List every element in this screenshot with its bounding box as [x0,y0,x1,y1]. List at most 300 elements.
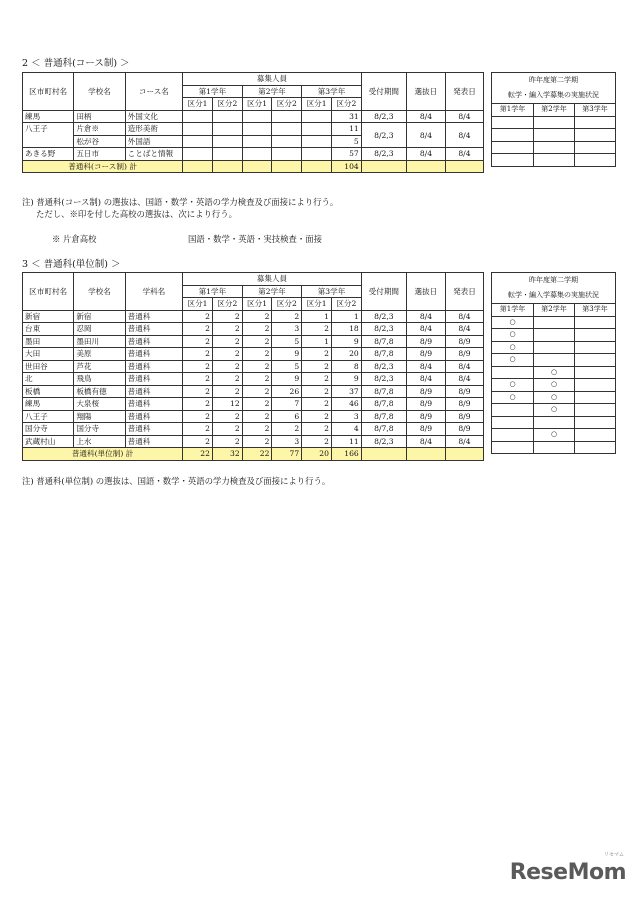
cell-value: 26 [272,385,302,398]
cell-announce: 8/4 [445,110,483,123]
cell-course: 普通科 [125,385,182,398]
cell-value: 2 [272,423,302,436]
cell-value: 2 [183,410,213,423]
history-mark [534,341,575,354]
cell-area: 板橋 [23,385,74,398]
cell-value: 2 [183,385,213,398]
resemom-logo: ReseMom [509,860,626,885]
cell-value: 4 [331,423,361,436]
cell-period: 8/7,8 [361,398,406,411]
history-row [492,366,616,379]
history-mark [575,379,616,392]
cell-value: 2 [183,310,213,323]
cell-area: 新宿 [23,310,74,323]
cell-value [183,123,213,136]
table-row [23,373,484,386]
cell-value: 6 [272,410,302,423]
header-cat2: 区分2 [331,98,361,111]
cell-period: 8/2,3 [361,310,406,323]
history-mark [575,416,616,429]
cell-value: 2 [212,423,242,436]
history-mark: ○ [534,366,575,379]
note-2-line1: 注) 普通科(コース制) の選抜は、国語・数学・英語の学力検査及び面接により行う。 [22,197,339,207]
header-cat1: 区分1 [302,98,332,111]
header-select: 選抜日 [406,273,445,311]
cell-value: 2 [183,435,213,448]
header-cat2: 区分2 [212,298,242,311]
cell-value [212,123,242,136]
history-mark: ○ [534,391,575,404]
cell-school: 国分寺 [74,423,125,436]
cell-value: 5 [272,360,302,373]
cell-course: 普通科 [125,323,182,336]
history-mark [575,441,616,454]
cell-value: 2 [212,410,242,423]
cell-value [242,110,272,123]
history-row [492,429,616,442]
cell-area: 八王子 [23,123,74,148]
cell-area: 国分寺 [23,423,74,436]
cell-value: 2 [183,423,213,436]
cell-period: 8/7,8 [361,423,406,436]
history-mark [575,329,616,342]
table-row [23,148,484,161]
cell-select: 8/9 [406,385,445,398]
table-row [23,110,484,123]
cell-school: 大泉桜 [74,398,125,411]
cell-select: 8/4 [406,123,445,148]
cell-value: 2 [302,323,332,336]
cell-school: 忍岡 [74,323,125,336]
cell-value: 2 [212,348,242,361]
cell-value: 2 [242,410,272,423]
history-grade1: 第1学年 [492,304,534,317]
table-row [23,423,484,436]
cell-value: 2 [183,348,213,361]
cell-value: 2 [242,335,272,348]
cell-select: 8/9 [406,410,445,423]
header-area: 区市町村名 [23,273,74,311]
history-row [492,341,616,354]
cell-course: 普通科 [125,398,182,411]
history-mark [575,366,616,379]
header-area: 区市町村名 [23,73,74,111]
table-row [23,348,484,361]
header-course: 学科名 [125,273,182,311]
cell-value: 2 [212,435,242,448]
history-mark [575,316,616,329]
cell-select: 8/4 [406,323,445,336]
header-cat2: 区分2 [272,298,302,311]
cell-value [272,123,302,136]
history-mark [534,441,575,454]
cell-value: 2 [212,373,242,386]
cell-area: 墨田 [23,335,74,348]
total-value: 104 [331,160,361,173]
cell-value: 5 [331,135,361,148]
cell-value: 1 [331,310,361,323]
history-mark: ○ [492,316,534,329]
history-row [492,391,616,404]
cell-value: 46 [331,398,361,411]
cell-value: 2 [212,323,242,336]
cell-area: 北 [23,373,74,386]
header-course: コース名 [125,73,182,111]
history-row [492,329,616,342]
cell-value: 2 [212,385,242,398]
history-mark [575,404,616,417]
cell-value: 20 [331,348,361,361]
cell-course: 普通科 [125,373,182,386]
history-row [492,416,616,429]
history-mark [492,416,534,429]
header-announce: 発表日 [445,73,483,111]
cell-value: 12 [212,398,242,411]
cell-value: 3 [331,410,361,423]
header-recruit: 募集人員 [183,273,362,286]
table-row [23,435,484,448]
cell-announce: 8/4 [445,360,483,373]
history-mark [492,429,534,442]
cell-value [183,135,213,148]
note-3: 注) 普通科(単位制) の選抜は、国語・数学・英語の学力検査及び面接により行う。 [22,476,331,486]
history-mark [492,366,534,379]
header-cat2: 区分2 [331,298,361,311]
cell-announce: 8/9 [445,410,483,423]
total-label: 普通科(単位制) 計 [23,448,183,461]
cell-value: 8 [331,360,361,373]
cell-value: 2 [242,360,272,373]
table-row [23,398,484,411]
cell-period: 8/2,3 [361,110,406,123]
cell-school: 板橋有徳 [74,385,125,398]
history-mark [575,341,616,354]
cell-value [302,110,332,123]
header-period: 受付期間 [361,73,406,111]
cell-value: 9 [331,335,361,348]
history-mark [575,429,616,442]
cell-value [242,135,272,148]
history-mark [534,316,575,329]
cell-announce: 8/4 [445,435,483,448]
history-mark: ○ [492,329,534,342]
cell-select: 8/9 [406,335,445,348]
cell-announce: 8/4 [445,123,483,148]
cell-value: 2 [183,335,213,348]
cell-value: 2 [242,423,272,436]
total-value: 22 [242,448,272,461]
cell-select: 8/4 [406,373,445,386]
note-2-subjects: 国語・数学・英語・実技検査・面接 [188,234,322,244]
history-mark [534,354,575,367]
cell-course: 普通科 [125,348,182,361]
total-value [212,160,242,173]
history-grade3: 第3学年 [575,304,616,317]
cell-select: 8/4 [406,110,445,123]
cell-value [183,148,213,161]
cell-course: ことばと情報 [125,148,182,161]
cell-period: 8/7,8 [361,335,406,348]
history-row [492,354,616,367]
table-row [23,123,484,136]
history-grade2: 第2学年 [534,104,575,117]
cell-value: 18 [331,323,361,336]
cell-value [302,135,332,148]
header-cat1: 区分1 [302,298,332,311]
history-mark [534,329,575,342]
cell-value: 37 [331,385,361,398]
cell-announce: 8/9 [445,335,483,348]
history-subtitle: 転学・編入学募集の実施状況 [492,88,616,104]
cell-school: 墨田川 [74,335,125,348]
header-cat1: 区分1 [242,98,272,111]
note-2-line2: ただし、※印を付した高校の選抜は、次により行う。 [36,209,237,219]
header-period: 受付期間 [361,273,406,311]
cell-value: 2 [302,435,332,448]
cell-value: 2 [302,385,332,398]
cell-announce: 8/9 [445,398,483,411]
cell-school: 芦花 [74,360,125,373]
cell-value: 2 [272,310,302,323]
cell-value: 2 [212,360,242,373]
total-value [272,160,302,173]
history-mark: ○ [492,354,534,367]
cell-period: 8/7,8 [361,410,406,423]
cell-value [212,135,242,148]
header-cat1: 区分1 [183,98,213,111]
cell-value [272,135,302,148]
cell-value: 2 [302,348,332,361]
cell-announce: 8/9 [445,423,483,436]
history-title: 昨年度第二学期 [492,273,616,289]
cell-value: 57 [331,148,361,161]
cell-announce: 8/4 [445,310,483,323]
total-value: 166 [331,448,361,461]
cell-value: 2 [242,385,272,398]
cell-announce: 8/4 [445,148,483,161]
cell-value: 9 [331,373,361,386]
header-cat1: 区分1 [242,298,272,311]
total-label: 普通科(コース制) 計 [23,160,183,173]
header-school: 学校名 [74,273,125,311]
total-value: 32 [212,448,242,461]
cell-value: 2 [242,348,272,361]
cell-course: 普通科 [125,423,182,436]
cell-value: 2 [302,373,332,386]
credit-system-table [22,272,484,461]
header-recruit: 募集人員 [183,73,362,86]
history-grade1: 第1学年 [492,104,534,117]
cell-course: 普通科 [125,360,182,373]
section-3-title: 3 ＜ 普通科(単位制) ＞ [22,259,121,270]
cell-value [183,110,213,123]
cell-select: 8/9 [406,423,445,436]
history-mark: ○ [492,391,534,404]
total-row [23,448,484,461]
header-grade3: 第3学年 [302,85,362,98]
history-row [492,441,616,454]
cell-value: 2 [183,323,213,336]
cell-period: 8/7,8 [361,385,406,398]
cell-select: 8/9 [406,348,445,361]
cell-announce: 8/9 [445,348,483,361]
cell-value: 31 [331,110,361,123]
cell-value: 2 [302,423,332,436]
history-row [492,404,616,417]
cell-school: 飛鳥 [74,373,125,386]
cell-value: 5 [272,335,302,348]
table-row [23,385,484,398]
header-school: 学校名 [74,73,125,111]
total-value: 20 [302,448,332,461]
history-table-3 [491,272,616,466]
cell-value [272,148,302,161]
history-grade2: 第2学年 [534,304,575,317]
history-row [492,316,616,329]
cell-period: 8/2,3 [361,373,406,386]
cell-value [302,148,332,161]
cell-value: 7 [272,398,302,411]
cell-school: 新宿 [74,310,125,323]
total-row [23,160,484,173]
cell-value: 2 [183,373,213,386]
cell-period: 8/2,3 [361,323,406,336]
cell-school: 翔陽 [74,410,125,423]
header-grade2: 第2学年 [242,85,302,98]
cell-period: 8/2,3 [361,360,406,373]
cell-value: 2 [242,323,272,336]
history-mark: ○ [534,429,575,442]
cell-value: 2 [302,410,332,423]
cell-school: 美原 [74,348,125,361]
cell-select: 8/4 [406,360,445,373]
cell-value: 1 [302,310,332,323]
header-cat1: 区分1 [183,298,213,311]
total-value: 22 [183,448,213,461]
cell-value [302,123,332,136]
cell-area: 大田 [23,348,74,361]
cell-select: 8/4 [406,435,445,448]
cell-period: 8/2,3 [361,123,406,148]
cell-course: 外国語 [125,135,182,148]
cell-value: 2 [212,310,242,323]
cell-value: 2 [212,335,242,348]
cell-select: 8/4 [406,310,445,323]
section-2-title: 2 ＜ 普通科(コース制) ＞ [22,58,130,69]
cell-course: 普通科 [125,435,182,448]
header-select: 選抜日 [406,73,445,111]
cell-value: 2 [242,310,272,323]
cell-school: 田柄 [74,110,125,123]
course-system-table [22,72,484,173]
cell-select: 8/4 [406,148,445,161]
cell-course: 造形美術 [125,123,182,136]
history-mark [534,416,575,429]
history-mark [492,441,534,454]
cell-area: 台東 [23,323,74,336]
cell-value: 11 [331,123,361,136]
history-mark: ○ [534,404,575,417]
history-mark: ○ [534,379,575,392]
cell-area: 練馬 [23,110,74,123]
cell-value: 2 [183,398,213,411]
table-row [23,410,484,423]
cell-value: 2 [183,360,213,373]
cell-value [242,123,272,136]
header-announce: 発表日 [445,273,483,311]
history-mark [575,354,616,367]
header-cat2: 区分2 [272,98,302,111]
cell-area: 世田谷 [23,360,74,373]
cell-value [272,110,302,123]
cell-value: 3 [272,435,302,448]
cell-value: 9 [272,373,302,386]
cell-school: 五日市 [74,148,125,161]
logo-subtext: リセマム [604,852,624,858]
cell-value: 2 [242,435,272,448]
history-mark [575,391,616,404]
header-grade1: 第1学年 [183,85,243,98]
history-mark [492,404,534,417]
total-value [302,160,332,173]
table-row [23,323,484,336]
history-table-2 [491,72,616,167]
history-subtitle: 転学・編入学募集の実施状況 [492,288,616,304]
table-row [23,360,484,373]
cell-value: 3 [272,323,302,336]
history-mark: ○ [492,341,534,354]
cell-area: あきる野 [23,148,74,161]
cell-value [212,110,242,123]
cell-value: 2 [302,360,332,373]
cell-value: 1 [302,335,332,348]
cell-announce: 8/4 [445,373,483,386]
history-title: 昨年度第二学期 [492,73,616,89]
history-mark: ○ [492,379,534,392]
cell-value: 2 [242,398,272,411]
cell-select: 8/9 [406,398,445,411]
cell-announce: 8/9 [445,385,483,398]
header-cat2: 区分2 [212,98,242,111]
cell-school: 片倉※ [74,123,125,136]
cell-value [242,148,272,161]
cell-value: 9 [272,348,302,361]
cell-area: 武蔵村山 [23,435,74,448]
header-grade1: 第1学年 [183,285,243,298]
table-row [23,310,484,323]
history-row [492,379,616,392]
history-grade3: 第3学年 [575,104,616,117]
cell-period: 8/2,3 [361,148,406,161]
total-value [183,160,213,173]
cell-value [212,148,242,161]
cell-school: 上水 [74,435,125,448]
cell-area: 八王子 [23,410,74,423]
cell-period: 8/2,3 [361,435,406,448]
cell-value: 2 [242,373,272,386]
cell-period: 8/7,8 [361,348,406,361]
table-row [23,335,484,348]
cell-course: 普通科 [125,310,182,323]
cell-area: 練馬 [23,398,74,411]
cell-course: 普通科 [125,410,182,423]
cell-school: 松が谷 [74,135,125,148]
header-grade2: 第2学年 [242,285,302,298]
cell-course: 外国文化 [125,110,182,123]
cell-value: 11 [331,435,361,448]
total-value: 77 [272,448,302,461]
cell-course: 普通科 [125,335,182,348]
